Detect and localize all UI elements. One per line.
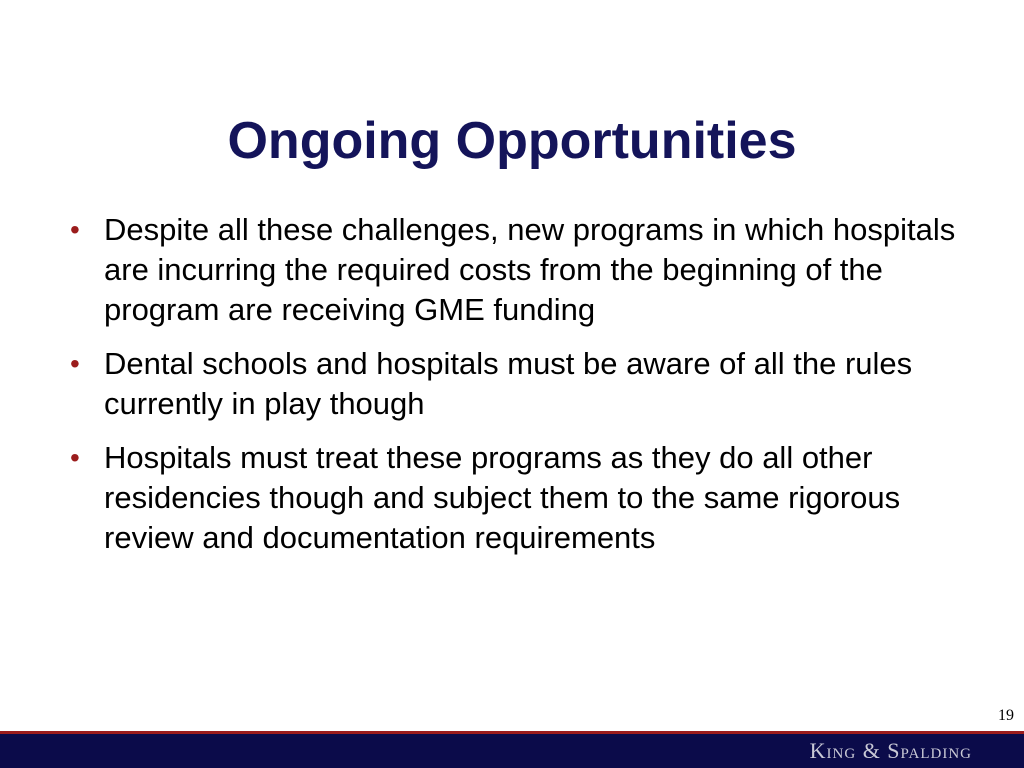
bullet-item	[66, 344, 966, 424]
bullet-text: Dental schools and hospitals must be aware of all the rules currently in play though	[104, 346, 913, 421]
slide-title: Ongoing Opportunities	[227, 112, 797, 170]
slide-number: 19	[998, 707, 1014, 724]
bullet-list	[66, 210, 966, 572]
bullet-item	[66, 210, 966, 330]
bullet-text: Despite all these challenges, new programs in which hospitals are incurring the required costs from the beginning of the program are receiving GME funding	[104, 212, 956, 327]
bullet-icon: •	[70, 442, 80, 473]
bullet-icon: •	[70, 214, 80, 245]
bullet-text: Hospitals must treat these programs as they do all other residencies though and subject them to the same rigorous review and documentation requirements	[104, 440, 901, 555]
bullet-item	[66, 438, 966, 558]
bullet-icon: •	[70, 348, 80, 379]
footer-brand-logo: King & Spalding	[809, 738, 972, 763]
